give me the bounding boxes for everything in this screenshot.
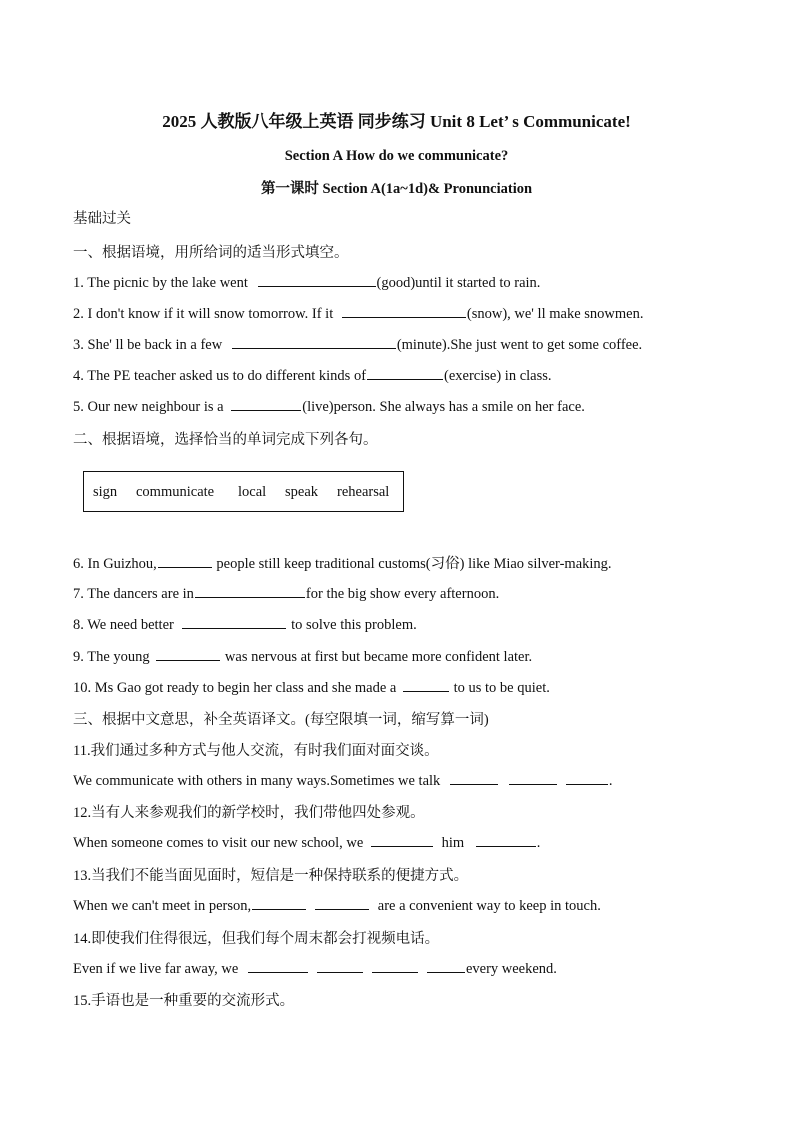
answer-blank[interactable] — [427, 958, 465, 973]
question-text: 3. She' ll be back in a few — [73, 337, 226, 353]
question-text: 5. Our new neighbour is a — [73, 399, 228, 415]
question-12 — [73, 832, 540, 852]
question-text: 6. In Guizhou, — [73, 556, 157, 572]
question-text: When someone comes to visit our new school, we — [73, 835, 367, 851]
question-text: (snow), we' ll make snowmen. — [466, 306, 644, 322]
answer-blank[interactable] — [476, 832, 536, 847]
lesson-title: 第一课时 Section A(1a~1d)& Pronunciation — [260, 181, 533, 197]
word-bank-item: sign — [93, 484, 118, 500]
question-text: 8. We need better — [73, 617, 178, 633]
answer-blank[interactable] — [367, 365, 443, 380]
question-7 — [73, 583, 499, 603]
answer-blank[interactable] — [371, 832, 433, 847]
question-8 — [73, 614, 417, 634]
question-text: (minute).She just went to get some coffee. — [396, 337, 643, 353]
answer-blank[interactable] — [403, 677, 449, 692]
question-1 — [73, 272, 540, 292]
answer-blank[interactable] — [258, 272, 376, 287]
category-label: 基础过关 — [73, 211, 131, 227]
question-text: people still keep traditional customs(习俗) like Miao silver-making. — [212, 556, 612, 572]
question-12-chinese: 12.当有人来参观我们的新学校时，我们带他四处参观。 — [73, 805, 425, 821]
question-text: 7. The dancers are in — [73, 586, 194, 602]
part2-heading: 二、根据语境，选择恰当的单词完成下列各句。 — [73, 432, 378, 448]
answer-blank[interactable] — [566, 770, 608, 785]
word-bank-item: communicate — [136, 484, 215, 500]
answer-blank[interactable] — [232, 334, 396, 349]
question-text: him — [437, 835, 468, 851]
question-text: . — [608, 773, 613, 789]
question-6 — [73, 552, 612, 573]
question-text: to us to be quiet. — [449, 680, 550, 696]
question-text: 10. Ms Gao got ready to begin her class and she made a — [73, 680, 400, 696]
answer-blank[interactable] — [195, 583, 305, 598]
question-text: Even if we live far away, we — [73, 961, 242, 977]
answer-blank[interactable] — [248, 958, 308, 973]
part1-heading: 一、根据语境，用所给词的适当形式填空。 — [73, 245, 349, 261]
question-text: to solve this problem. — [287, 617, 417, 633]
answer-blank[interactable] — [315, 895, 369, 910]
answer-blank[interactable] — [450, 770, 498, 785]
question-text: We communicate with others in many ways.Sometimes we talk — [73, 773, 444, 789]
question-10 — [73, 677, 550, 697]
question-text: was nervous at first but became more confident later. — [221, 649, 533, 665]
question-11 — [73, 770, 613, 790]
question-13 — [73, 895, 601, 915]
answer-blank[interactable] — [252, 895, 306, 910]
question-2 — [73, 303, 643, 323]
question-14-chinese: 14.即使我们住得很远，但我们每个周末都会打视频电话。 — [73, 931, 440, 947]
question-text: 9. The young — [73, 649, 154, 665]
section-title: Section A How do we communicate? — [284, 148, 509, 164]
question-15-chinese: 15.手语也是一种重要的交流形式。 — [73, 993, 295, 1009]
question-3 — [73, 334, 642, 354]
question-text: are a convenient way to keep in touch. — [374, 898, 601, 914]
question-text: every weekend. — [465, 961, 557, 977]
answer-blank[interactable] — [182, 614, 286, 629]
word-bank-item: local — [238, 484, 267, 500]
word-bank-item: rehearsal — [337, 484, 390, 500]
answer-blank[interactable] — [342, 303, 466, 318]
part3-heading: 三、根据中文意思，补全英语译文。(每空限填一词，缩写算一词) — [73, 712, 489, 728]
question-9 — [73, 646, 532, 666]
answer-blank[interactable] — [372, 958, 418, 973]
question-text: . — [536, 835, 541, 851]
question-14 — [73, 958, 557, 978]
question-5 — [73, 396, 585, 416]
question-text: When we can't meet in person, — [73, 898, 252, 914]
question-text: for the big show every afternoon. — [305, 586, 500, 602]
question-13-chinese: 13.当我们不能当面见面时，短信是一种保持联系的便捷方式。 — [73, 868, 469, 884]
word-bank — [83, 471, 404, 512]
question-text: 4. The PE teacher asked us to do different kinds of — [73, 368, 367, 384]
answer-blank[interactable] — [158, 553, 212, 568]
word-bank-item: speak — [285, 484, 319, 500]
document-title: 2025 人教版八年级上英语 同步练习 Unit 8 Let’ s Communicate! — [162, 112, 631, 131]
question-text: (live)person. She always has a smile on her face. — [302, 399, 585, 415]
question-text: 1. The picnic by the lake went — [73, 275, 252, 291]
answer-blank[interactable] — [156, 646, 220, 661]
question-4 — [73, 365, 552, 385]
question-text: (exercise) in class. — [444, 368, 552, 384]
answer-blank[interactable] — [317, 958, 363, 973]
question-text: 2. I don't know if it will snow tomorrow. If it — [73, 306, 337, 322]
answer-blank[interactable] — [231, 396, 301, 411]
question-11-chinese: 11.我们通过多种方式与他人交流，有时我们面对面交谈。 — [73, 743, 439, 759]
answer-blank[interactable] — [509, 770, 557, 785]
question-text: (good)until it started to rain. — [376, 275, 541, 291]
